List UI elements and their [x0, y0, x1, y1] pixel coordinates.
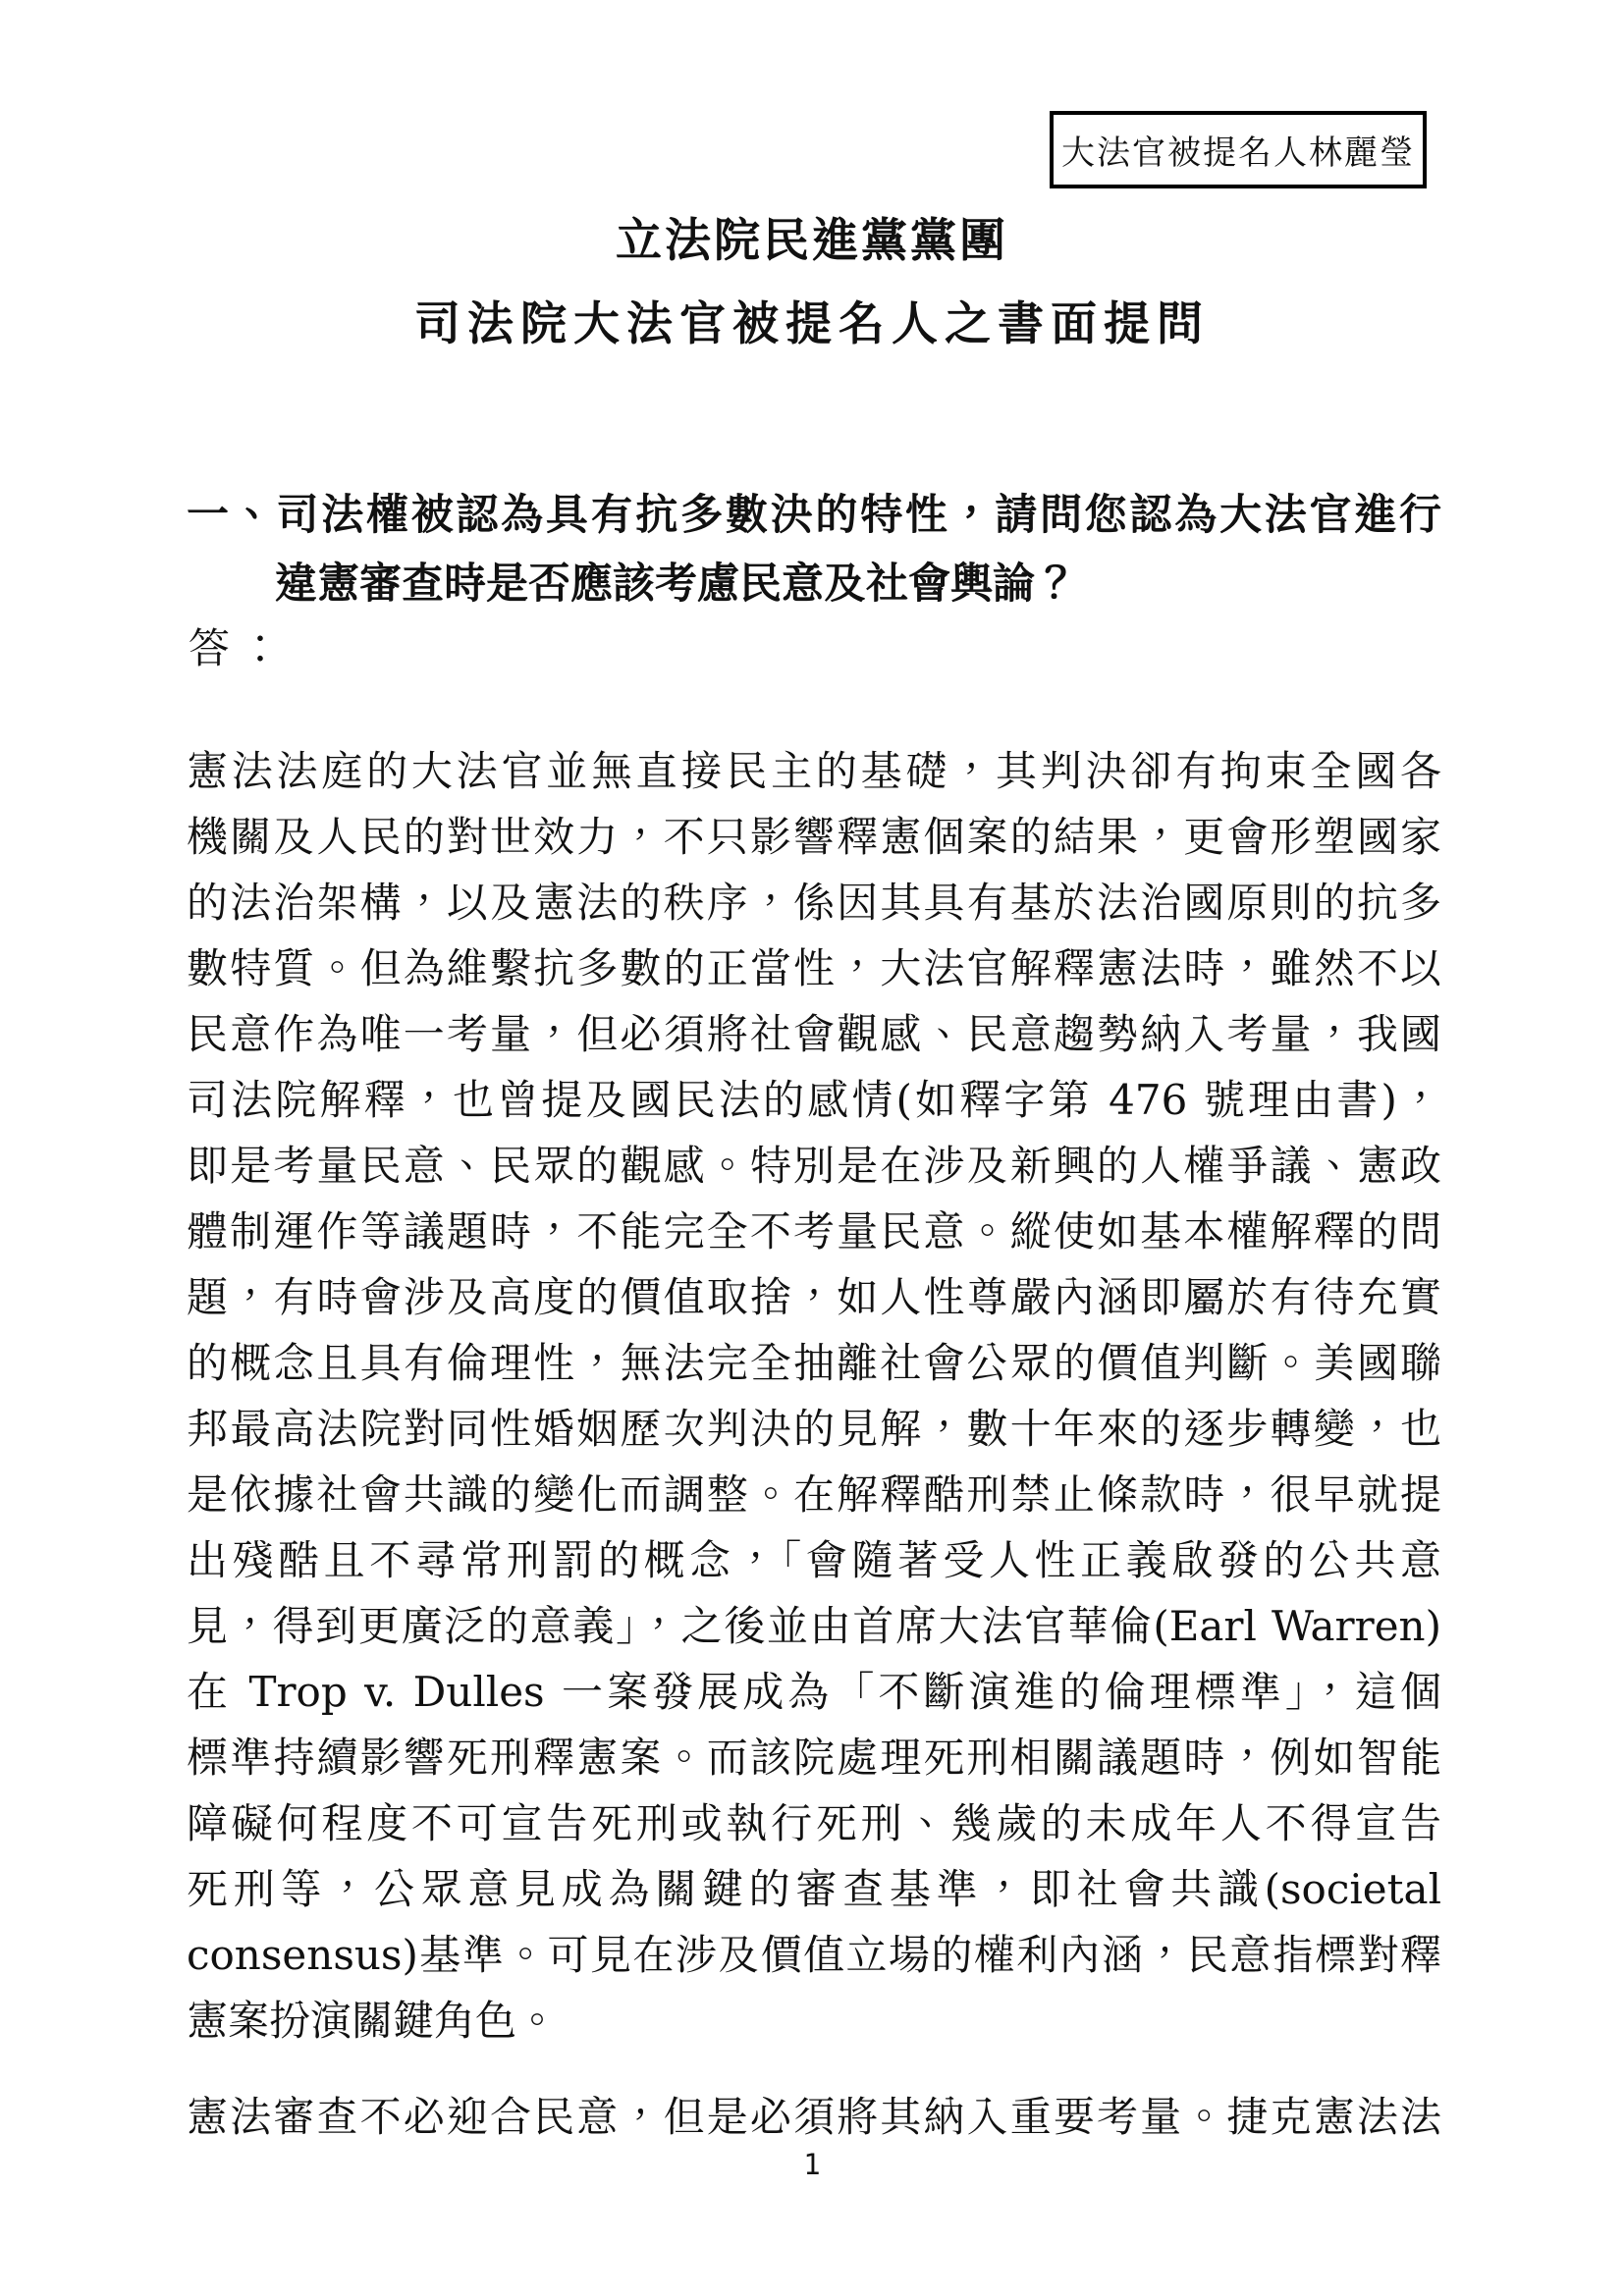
body-text-line: 憲法法庭的大法官並無直接民主的基礎，其判決卻有拘束全國各 [187, 747, 1441, 795]
question-line: 一、司法權被認為具有抗多數決的特性，請問您認為大法官進行 [187, 491, 1441, 540]
body-text-line: 在 Trop v. Dulles 一案發展成為「不斷演進的倫理標準」，這個 [187, 1668, 1441, 1716]
nominee-name-label: 大法官被提名人林麗瑩 [1061, 133, 1415, 173]
answer-label: 答： [189, 624, 292, 672]
body-text-line: 民意作為唯一考量，但必須將社會觀感、民意趨勢納入考量，我國 [187, 1010, 1441, 1058]
body-text-line: 見，得到更廣泛的意義」，之後並由首席大法官華倫(Earl Warren) [187, 1602, 1441, 1650]
question-block [187, 481, 1441, 618]
nominee-name-box [1050, 111, 1427, 188]
answer-body [187, 738, 1441, 2150]
body-text-line: 憲法審查不必迎合民意，但是必須將其納入重要考量。捷克憲法法 [187, 2093, 1441, 2141]
body-text-line: 的概念且具有倫理性，無法完全抽離社會公眾的價值判斷。美國聯 [187, 1339, 1441, 1387]
body-text-line: 體制運作等議題時，不能完全不考量民意。縱使如基本權解釋的問 [187, 1207, 1441, 1255]
body-text-line: 障礙何程度不可宣告死刑或執行死刑、幾歲的未成年人不得宣告 [187, 1799, 1441, 1847]
body-text-line: 出殘酷且不尋常刑罰的概念，「會隨著受人性正義啟發的公共意 [187, 1536, 1441, 1584]
body-text-line: consensus)基準。可見在涉及價值立場的權利內涵，民意指標對釋 [187, 1931, 1441, 1979]
body-text-line: 即是考量民意、民眾的觀感。特別是在涉及新興的人權爭議、憲政 [187, 1142, 1441, 1190]
page-number: 1 [803, 2148, 821, 2181]
body-text-line: 機關及人民的對世效力，不只影響釋憲個案的結果，更會形塑國家 [187, 813, 1441, 861]
question-line: 違憲審查時是否應該考慮民意及社會輿論？ [275, 560, 1077, 609]
body-text-line: 標準持續影響死刑釋憲案。而該院處理死刑相關議題時，例如智能 [187, 1734, 1441, 1782]
body-text-line: 司法院解釋，也曾提及國民法的感情(如釋字第 476 號理由書)， [187, 1076, 1441, 1124]
body-text-line: 是依據社會共識的變化而調整。在解釋酷刑禁止條款時，很早就提 [187, 1470, 1441, 1519]
body-text-line: 邦最高法院對同性婚姻歷次判決的見解，數十年來的逐步轉變，也 [187, 1405, 1441, 1453]
body-text-line: 題，有時會涉及高度的價值取捨，如人性尊嚴內涵即屬於有待充實 [187, 1273, 1441, 1321]
body-text-line: 死刑等，公眾意見成為關鍵的審查基準，即社會共識(societal [187, 1865, 1441, 1913]
body-text-line: 憲案扮演關鍵角色。 [187, 1997, 559, 2045]
document-title-line-1: 立法院民進黨黨團 [616, 214, 1008, 268]
document-title-line-2: 司法院大法官被提名人之書面提問 [414, 297, 1210, 351]
body-text-line: 數特質。但為維繫抗多數的正當性，大法官解釋憲法時，雖然不以 [187, 944, 1441, 992]
body-text-line: 的法治架構，以及憲法的秩序，係因其具有基於法治國原則的抗多 [187, 879, 1441, 927]
